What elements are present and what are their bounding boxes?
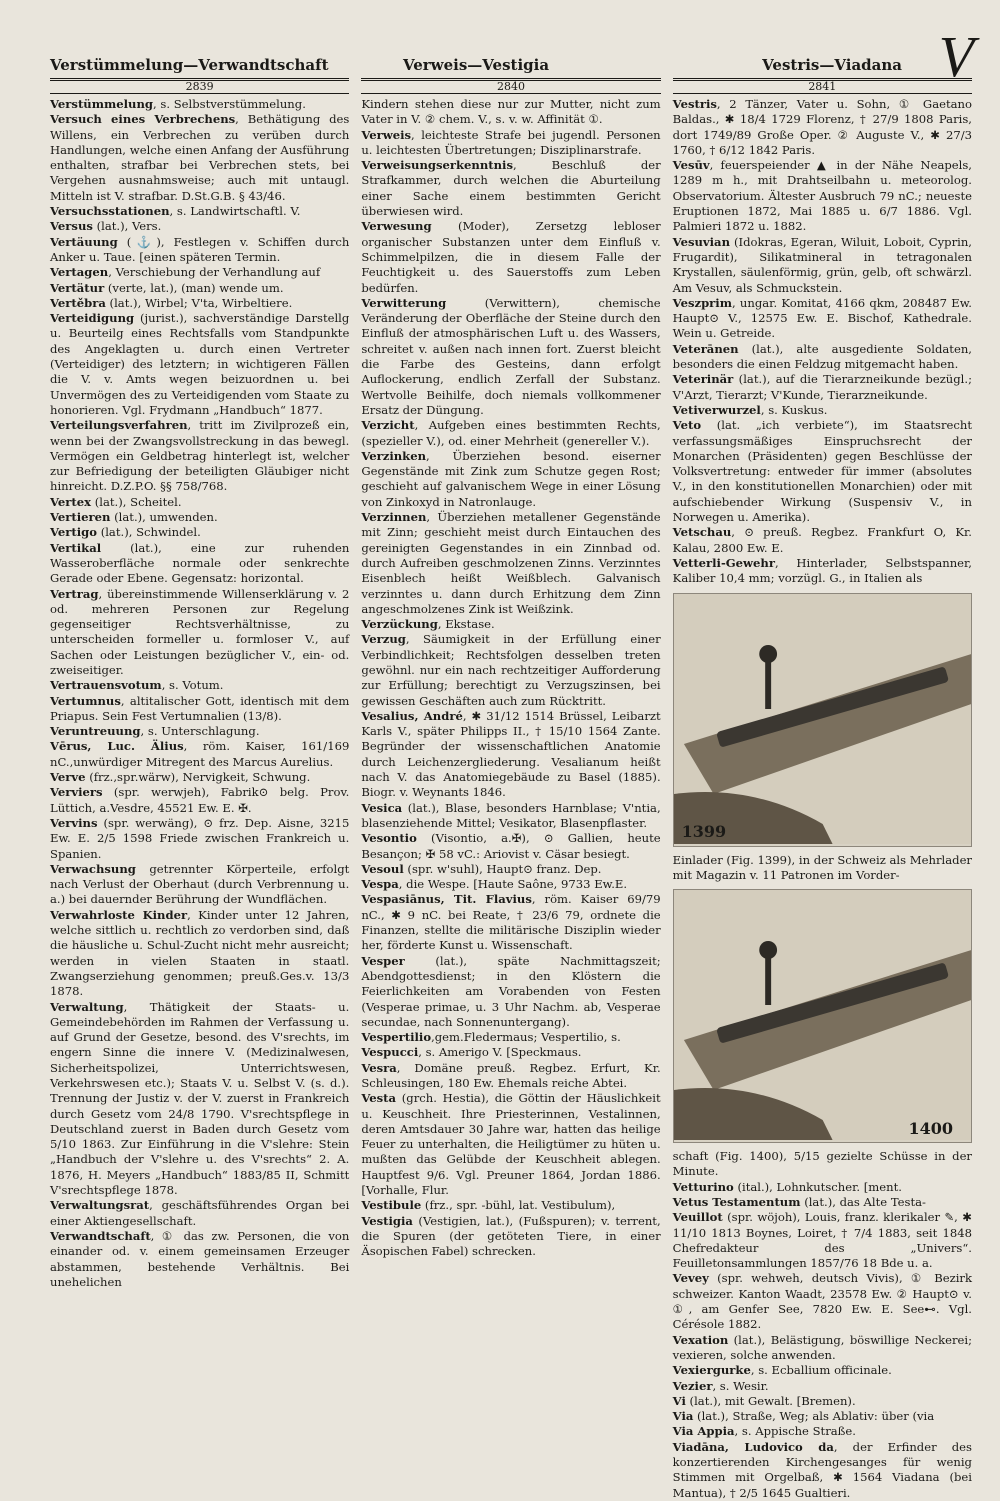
entry-text: (lat.), alte ausgediente Soldaten, besonders die einen Feldzug mitgemacht haben. (672, 341, 972, 372)
entry-lemma: Vertikal (50, 540, 102, 555)
dictionary-entry (361, 632, 660, 708)
entry-lemma: Verwesung (361, 219, 432, 234)
dictionary-entry (361, 510, 660, 617)
dictionary-entry (50, 204, 349, 219)
dictionary-entry (50, 418, 349, 494)
dictionary-entry (673, 556, 972, 587)
entry-lemma: Versuch eines Verbrechens (50, 112, 236, 127)
dictionary-entry (50, 587, 349, 679)
dictionary-entry (50, 541, 349, 587)
entry-lemma: Vesta (361, 1091, 397, 1106)
entry-lemma: Vetturino (672, 1179, 734, 1194)
dictionary-entry (50, 770, 349, 785)
entry-text: , Kinder unter 12 Jahren, welche sittlich u. rechtlich zo verdorben sind, daß die häusliche u. Schul-Zucht nicht mehr ausreicht; werden in vielen Staaten in staatl. Zwangserziehung genommen; preuß.Ges.v. 13/3 1878. (50, 907, 350, 999)
entry-text: (ital.), Lohnkutscher. [ment. (733, 1179, 902, 1194)
dictionary-entry (361, 1030, 660, 1045)
entry-text: (lat. „ich verbiete“), im Staatsrecht verfassungsmäßiges Einspruchsrecht der Monarchen (Präsidenten) gegen Beschlüsse der Volksvertretung: entweder für immer (absolutes V., in den konstitutionellen Monarchien) oder mit aufschiebender Wirkung (Suspensiv V., in Norwegen u. Amerika). (672, 418, 972, 525)
entry-text: , s. Votum. (161, 678, 224, 693)
dictionary-entry (50, 1198, 349, 1229)
entry-lemma: Verzinken (361, 448, 426, 463)
column-number: 2841 (673, 78, 972, 94)
entry-lemma: Vervins (50, 815, 98, 830)
figure-number: 1400 (908, 1118, 953, 1138)
dictionary-entry (361, 219, 660, 295)
entry-text: (lat.), auf die Tierarzneikunde bezügl.; V'Arzt, Tierarzt; V'Kunde, Tierarzneikunde. (672, 372, 972, 402)
dictionary-entry (361, 892, 660, 953)
entry-lemma: Versuchsstationen (50, 204, 170, 219)
entry-lemma: Verwachsung (50, 861, 136, 876)
dictionary-entry (361, 709, 660, 801)
entry-lemma: Vesica (361, 800, 403, 815)
dictionary-entry (50, 296, 349, 311)
entry-text: (lat.), späte Nachmittagszeit; Abendgottesdienst; in den Klöstern die Feierlichkeiten am Vorabenden von Festen (Vesperae primae, u. 3 Uhr Nachm. ab, Vesperae secundae, nach Sonnenuntergang). (361, 953, 661, 1029)
entry-lemma: Vestibule (361, 1198, 422, 1213)
dictionary-entry (673, 1271, 972, 1332)
dictionary-entry (50, 678, 349, 693)
dictionary-entry (361, 128, 660, 159)
dictionary-entry (673, 97, 972, 158)
entry-lemma: Veto (672, 418, 702, 433)
entry-text: , leichteste Strafe bei jugendl. Personen u. leichtesten Übertretungen; Disziplinarstrafe. (361, 127, 661, 157)
entry-lemma: Vertumnus (50, 693, 121, 708)
dictionary-entry (673, 342, 972, 373)
dictionary-entry (361, 801, 660, 832)
dictionary-entry (361, 1198, 660, 1213)
dictionary-entry (50, 1229, 349, 1290)
dictionary-entry (50, 908, 349, 1000)
entry-text: , Beschluß der Strafkammer, durch welchen die Aburteilung einer Sache einem bestimmten Gericht überwiesen wird. (361, 158, 661, 219)
entry-text: (lat.), das Alte Testa- (800, 1194, 926, 1209)
entry-lemma: Veterānen (672, 341, 739, 356)
entry-text: , ⊙ preuß. Regbez. Frankfurt O, Kr. Kalau, 2800 Ew. E. (672, 525, 972, 555)
entry-lemma: Via (672, 1409, 694, 1424)
column-number: 2840 (361, 78, 660, 94)
dictionary-entry (361, 449, 660, 510)
figure-1400 (673, 889, 972, 1143)
entry-text: , s. Unterschlagung. (140, 724, 260, 739)
entry-lemma: Verzinnen (361, 510, 427, 525)
dictionary-entry (50, 525, 349, 540)
dictionary-entry (361, 1045, 660, 1060)
entry-lemma: Vespa (361, 877, 399, 892)
entry-text: (spr. wehweh, deutsch Vivis), ① Bezirk schweizer. Kanton Waadt, 23578 Ew. ② Haupt⊙ v. ①, am Genfer See, 7820 Ew. E. See⊷. Vgl. Cérésole 1882. (672, 1271, 972, 1332)
entry-text: (Idokras, Egeran, Wiluit, Loboit, Cyprin, Frugardit), Silikatmineral in tetragonalen Krystallen, säulenförmig, grün, gelb, oft schwärzl. Am Vesuv, als Schmuckstein. (672, 234, 972, 295)
dictionary-entry (50, 739, 349, 770)
dictionary-entry (673, 1180, 972, 1195)
entry-lemma: Vesra (361, 1060, 397, 1075)
entry-text: , übereinstimmende Willenserklärung v. 2 od. mehreren Personen zur Regelung gegenseitiger Rechtsverhältnisse, zu unterscheiden formeller u. formloser V., auf Sachen oder Leistungen bezüglicher V., ein- od. zweiseitiger. (50, 586, 350, 677)
entry-text: , s. Amerigo V. [Speckmaus. (418, 1045, 582, 1060)
dictionary-entry (673, 235, 972, 296)
entry-text: , s. Landwirtschaftl. V. (169, 204, 301, 219)
entry-lemma: Vexiergurke (672, 1363, 751, 1378)
entry-text: (Visontio, a.✠), ⊙ Gallien, heute Besançon; ✠ 58 vC.: Ariovist v. Cäsar besiegt. (361, 831, 661, 861)
entry-lemma: Veterinär (672, 372, 734, 387)
section-letter: V (938, 24, 974, 89)
dictionary-entry (673, 1379, 972, 1394)
running-header (50, 56, 972, 74)
dictionary-entry (50, 816, 349, 862)
entry-lemma: Verteidigung (50, 311, 135, 326)
entry-text: (Moder), Zersetzg lebloser organischer Substanzen unter dem Einfluß v. Schimmelpilzen, die in diesem Falle der Feuchtigkeit u. des Sauerstoffs zum Leben bedürfen. (361, 219, 661, 295)
entry-text: (⚓), Festlegen v. Schiffen durch Anker u. Taue. [einen späteren Termin. (50, 234, 350, 264)
dictionary-entry (673, 1394, 972, 1409)
entry-lemma: Vesontio (361, 831, 417, 846)
dictionary-entry (361, 1214, 660, 1260)
dictionary-entry (50, 235, 349, 266)
entry-text: schaft (Fig. 1400), 5/15 gezielte Schüsse in der Minute. (672, 1149, 972, 1179)
entry-lemma: Verwaltung (50, 999, 124, 1014)
dictionary-entry (361, 158, 660, 219)
entry-lemma: Verwandtschaft (50, 1228, 151, 1243)
header-left: Verstümmelung—Verwandtschaft (50, 56, 329, 74)
dictionary-entry (361, 418, 660, 449)
entry-text: , tritt im Zivilprozeß ein, wenn bei der Zwangsvollstreckung in das bewegl. Vermögen ein Geldbetrag hinterlegt ist, welcher zur Befriedigung der beteiligten Gläubiger nicht hinreicht. D.Z.P.O. §§ 758/768. (50, 418, 350, 494)
entry-text: , Verschiebung der Verhandlung auf (108, 265, 321, 280)
dictionary-entry (673, 1440, 972, 1501)
entry-text: (lat.), mit Gewalt. [Bremen). (685, 1393, 856, 1408)
header-center: Verweis—Vestigia (402, 56, 550, 74)
entry-text: , geschäftsführendes Organ bei einer Aktiengesellschaft. (50, 1198, 350, 1228)
dictionary-entry (50, 281, 349, 296)
entry-text: (jurist.), sachverständige Darstellg u. Beurteilg eines Rechtsfalls vom Standpunkte des Angeklagten u. durch einen Vertreter (Verteidiger) des letztern; in wichtigeren Fällen die V. v. Amts wegen beizuordnen u. bei Unvermögen des zu Verteidigenden vom Staate zu honorieren. Vgl. Frydmann „Handbuch“ 1877. (50, 311, 350, 417)
entry-lemma: Vesuvian (672, 234, 731, 249)
entry-text: (frz.,spr.wärw), Nervigkeit, Schwung. (85, 770, 311, 785)
entry-lemma: Verzug (361, 632, 406, 647)
dictionary-entry (50, 495, 349, 510)
entry-text: (Verwittern), chemische Veränderung der Oberfläche der Steine durch den Einfluß der atmosphärischen Luft u. des Wassers, schreitet v. außen nach innen fort. Zuerst bleicht die Farbe des Gesteins, dann erfolgt Auflockerung, endlich Zerfall der Substanz. Wertvolle Beihilfe, doch niemals vollkommener Ersatz der Düngung. (361, 295, 661, 417)
entry-lemma: Vertätur (50, 280, 105, 295)
entry-text: , s. Selbstverstümmelung. (153, 97, 306, 111)
entry-text: , Bethätigung des Willens, ein Verbrechen zu verüben durch Handlungen, welche einen Anfang der Ausführung enthalten, strafbar bei Verbrechen stets, bei Vergehen ausnahmsweise; auch mit untaugl. Mitteln ist V. strafbar. D.St.G.B. § 43/46. (50, 112, 350, 203)
entry-text: , Hinterlader, Selbstspanner, Kaliber 10,4 mm; vorzügl. G., in Italien als (672, 555, 972, 586)
entry-text: , röm. Kaiser 69/79 nC., ✱ 9 nC. bei Reate, † 23/6 79, ordnete die Finanzen, stellte die militärische Disziplin wieder her, förderte Kunst u. Wissenschaft. (361, 892, 661, 953)
dictionary-entry (673, 1409, 972, 1424)
entry-text: Kindern stehen diese nur zur Mutter, nicht zum Vater in V. ② chem. V., s. v. w. Affinität ①. (361, 97, 661, 127)
dictionary-entry (50, 311, 349, 418)
column-number: 2839 (50, 78, 349, 94)
dictionary-entry (361, 97, 660, 128)
entry-lemma: Vespucci (361, 1045, 419, 1060)
dictionary-entry (361, 954, 660, 1030)
dictionary-entry (361, 862, 660, 877)
entry-lemma: Vertagen (50, 265, 109, 280)
dictionary-entry (50, 112, 349, 204)
figure-1399 (673, 593, 972, 847)
entry-text: , röm. Kaiser, 161/169 nC.,unwürdiger Mitregent des Marcus Aurelius. (50, 739, 350, 769)
entry-text: , Ekstase. (437, 617, 495, 632)
dictionary-entry (50, 219, 349, 234)
entry-text: , 2 Tänzer, Vater u. Sohn, ① Gaetano Baldas., ✱ 18/4 1729 Florenz, † 27/9 1808 Paris, dort 1749/89 Große Oper. ② Auguste V., ✱ 27/3 1760, † 6/12 1842 Paris. (672, 97, 972, 157)
dictionary-entry (673, 1195, 972, 1210)
entry-text: (verte, lat.), (man) wende um. (104, 280, 284, 295)
dictionary-entry (50, 265, 349, 280)
entry-lemma: Verve (50, 770, 86, 785)
entry-lemma: Verwitterung (361, 295, 447, 310)
entry-lemma: Verweis (361, 127, 412, 142)
entry-lemma: Verstümmelung (50, 97, 154, 111)
entry-text: (lat.), Vers. (92, 219, 162, 234)
entry-lemma: Vertigo (50, 525, 98, 540)
entry-text: getrennter Körperteile, erfolgt nach Verlust der Oberhaut (durch Verbrennung u. a.) bei dauernder Berührung der Wundflächen. (50, 861, 350, 907)
entry-text: (lat.), Wirbel; V'ta, Wirbeltiere. (105, 295, 293, 310)
dictionary-entry (361, 617, 660, 632)
dictionary-entry (361, 1091, 660, 1198)
dictionary-entry (673, 853, 972, 884)
columns (50, 78, 972, 1501)
entry-text: (lat.), Schwindel. (97, 525, 201, 540)
dictionary-entry (361, 831, 660, 862)
dictionary-entry (361, 1061, 660, 1092)
figure-number: 1399 (681, 822, 727, 842)
dictionary-entry (361, 296, 660, 418)
entry-text: (spr. werwjeh), Fabrik⊙ belg. Prov. Lüttich, a.Vesdre, 45521 Ew. E. ✠. (50, 785, 350, 815)
entry-text: , Domäne preuß. Regbez. Erfurt, Kr. Schleusingen, 180 Ew. Ehemals reiche Abtei. (361, 1060, 661, 1090)
entry-text: , s. Appische Straße. (734, 1424, 856, 1439)
entry-text: , ① das zw. Personen, die von einander od. v. einem gemeinsamen Erzeuger abstammen, bestehende Verhältnis. Bei unehelichen (50, 1228, 350, 1289)
dictionary-entry (50, 724, 349, 739)
entry-text: ,gem.Fledermaus; Vespertilio, s. (431, 1030, 621, 1045)
entry-lemma: Vetus Testamentum (672, 1194, 801, 1209)
entry-text: (lat.), Blase, besonders Harnblase; V'ntia, blasenziehende Mittel; Vesikator, Blasenpflaster. (361, 800, 661, 830)
entry-lemma: Versus (50, 219, 93, 234)
entry-lemma: Veruntreuung (50, 724, 141, 739)
entry-lemma: Vetiverwurzel (672, 402, 761, 417)
entry-lemma: Veuillot (672, 1210, 723, 1225)
entry-lemma: Vespasiānus, Tit. Flavius (361, 892, 532, 907)
entry-text: , Überziehen besond. eiserner Gegenstände mit Zink zum Schutze gegen Rost; geschieht auf galvanischem Wege in einer Lösung von Zinkoxyd in Natronlauge. (361, 448, 661, 509)
dictionary-entry (673, 296, 972, 342)
entry-text: (lat.), umwenden. (110, 510, 218, 525)
entry-lemma: Vezier (672, 1378, 713, 1393)
entry-text: , s. Wesir. (712, 1378, 769, 1393)
entry-lemma: Vertieren (50, 510, 111, 525)
entry-lemma: Vesūv (672, 158, 710, 173)
entry-text: (spr. w'suhl), Haupt⊙ franz. Dep. (403, 861, 602, 876)
entry-text: , ungar. Komitat, 4166 qkm, 208487 Ew. Haupt⊙ V., 12575 Ew. E. Bischof, Kathedrale. Wein u. Getreide. (672, 295, 972, 341)
entry-lemma: Verwaltungsrat (50, 1198, 150, 1213)
dictionary-entry (673, 403, 972, 418)
entry-text: (lat.), eine zur ruhenden Wasseroberfläche normale oder senkrechte Gerade oder Ebene. Gegensatz: horizontal. (50, 540, 350, 586)
entry-text: , die Wespe. [Haute Saône, 9733 Ew.E. (398, 877, 628, 892)
entry-text: , feuerspeiender ▲ in der Nähe Neapels, 1289 m h., mit Drahtseilbahn u. meteorolog. Observatorium. Ältester Ausbruch 79 nC.; neueste Eruptionen 1872, Mai 1885 u. 6/7 1886. Vgl. Palmieri 1872 u. 1882. (672, 158, 972, 234)
entry-text: , Aufgeben eines bestimmten Rechts, (spezieller V.), od. einer Mehrheit (genereller V.). (361, 418, 661, 448)
entry-lemma: Verwahrloste Kinder (50, 907, 188, 922)
entry-lemma: Vi (672, 1393, 686, 1408)
entry-text: Einlader (Fig. 1399), in der Schweiz als Mehrlader mit Magazin v. 11 Patronen im Vorder- (672, 852, 972, 882)
entry-text: (Vestigien, lat.), (Fußspuren); v. terrent, die Spuren (der getöteten Tiere, in einer Äsopischen Fabel) schrecken. (361, 1213, 661, 1259)
entry-lemma: Vespertilio (361, 1030, 432, 1045)
entry-text: , der Erfinder des konzertierenden Kirchengesanges für wenig Stimmen mit Orgelbaß, ✱ 1564 Viadana (bei Mantua), † 2/5 1645 Gualtieri. (672, 1439, 972, 1500)
entry-text: , s. Ecballium officinale. (750, 1363, 892, 1378)
entry-text: , Überziehen metallener Gegenstände mit Zinn; geschieht meist durch Eintauchen des gereinigten Gegenstandes in ein Zinnbad od. durch Aufreiben geschmolzenen Zinns. Verzinntes Eisenblech heißt Weißblech. Galvanisch verzinntes u. dann durch Erhitzung dem Zinn angeschmolzenes Zink ist Weißzink. (361, 510, 661, 616)
dictionary-entry (673, 525, 972, 556)
entry-text: , s. Kuskus. (760, 402, 828, 417)
entry-text: , ✱ 31/12 1514 Brüssel, Leibarzt Karls V., später Philipps II., † 15/10 1564 Zante. Begründer der wissenschaftlichen Anatomie durch Leichenzergliederung. Vesalianum heißt nach V. das Anatomiegebäude zu Basel (1885). Biogr. v. Weynants 1846. (361, 708, 661, 800)
header-right: Vestris—Viadana (762, 56, 902, 74)
entry-lemma: Viadāna, Ludovico da (672, 1439, 834, 1454)
dictionary-entry (50, 785, 349, 816)
entry-text: (frz., spr. -bühl, lat. Vestibulum), (421, 1198, 616, 1213)
column-2840 (361, 78, 660, 1501)
entry-text: (grch. Hestia), die Göttin der Häuslichkeit u. Keuschheit. Ihre Priesterinnen, Vestalinnen, deren Amtsdauer 30 Jahre war, hatten das heilige Feuer zu unterhalten, die Heiligtümer zu hüten u. mußten das Gelübde der Keuschheit ablegen. Hauptfest 9/6. Vgl. Preuner 1864, Jordan 1886. [Vorhalle, Flur. (361, 1091, 661, 1198)
dictionary-entry (673, 1210, 972, 1271)
entry-lemma: Vexation (672, 1332, 729, 1347)
entry-lemma: Vertěbra (50, 295, 106, 310)
entry-lemma: Vertex (50, 494, 92, 509)
entry-lemma: Vetschau (672, 525, 732, 540)
dictionary-entry (673, 1424, 972, 1439)
entry-lemma: Verweisungserkenntnis (361, 158, 513, 173)
entry-lemma: Verzicht (361, 418, 415, 433)
dictionary-entry (50, 97, 349, 112)
entry-lemma: Verteilungsverfahren (50, 418, 188, 433)
entry-lemma: Vevey (672, 1271, 709, 1286)
entry-lemma: Verviers (50, 785, 103, 800)
entry-lemma: Vesper (361, 953, 405, 968)
dictionary-entry (673, 418, 972, 525)
entry-lemma: Vertrag (50, 586, 99, 601)
entry-lemma: Via Appia (672, 1424, 735, 1439)
dictionary-entry (673, 372, 972, 403)
entry-lemma: Vertrauensvotum (50, 678, 162, 693)
entry-text: (lat.), Scheitel. (91, 494, 182, 509)
dictionary-entry (50, 510, 349, 525)
dictionary-entry (673, 1149, 972, 1180)
dictionary-entry (673, 158, 972, 234)
entry-text: , Säumigkeit in der Erfüllung einer Verbindlichkeit; Rechtsfolgen desselben treten gewöhnl. nur ein nach rechtzeitiger Aufforderung zur Erfüllung; berechtigt zu Verzugszinsen, bei gewissen Geschäften auch zum Rücktritt. (361, 632, 661, 708)
dictionary-entry (50, 862, 349, 908)
dictionary-entry (361, 877, 660, 892)
entry-text: (spr. werwäng), ⊙ frz. Dep. Aisne, 3215 Ew. E. 2/5 1598 Friede zwischen Frankreich u. Spanien. (50, 815, 350, 861)
entry-lemma: Vetterli-Gewehr (672, 555, 775, 570)
entry-lemma: Verzückung (361, 617, 438, 632)
entry-lemma: Vestigia (361, 1213, 413, 1228)
column-2841 (673, 78, 972, 1501)
entry-lemma: Veszprim (672, 295, 732, 310)
dictionary-entry (50, 694, 349, 725)
entry-text: (lat.), Belästigung, böswillige Neckerei; vexieren, solche anwenden. (672, 1332, 972, 1362)
dictionary-entry (673, 1363, 972, 1378)
entry-text: (spr. wöjoh), Louis, franz. klerikaler ✎, ✱ 11/10 1813 Boynes, Loiret, † 7/4 1883, seit 1848 Chefredakteur des „Univers“. Feuilletonsammlungen 1857/76 18 Bde u. a. (672, 1210, 972, 1271)
dictionary-entry (673, 1333, 972, 1364)
entry-lemma: Vērus, Luc. Älius (50, 739, 184, 754)
entry-lemma: Vertäuung (50, 234, 118, 249)
entry-lemma: Vesalius, André (361, 708, 463, 723)
dictionary-entry (50, 1000, 349, 1199)
entry-text: , Thätigkeit der Staats- u. Gemeindebehörden im Rahmen der Verfassung u. auf Grund der Gesetze, besond. des V'srechts, im engern Sinne die innere V. (Medizinalwesen, Sicherheitspolizei, Unterrichtswesen, Verkehrswesen etc.); Staats V. u. Selbst V. (s. d.). Trennung der Justiz v. der V. zuerst in Frankreich durch Gesetz vom 24/8 1790. V'srechtspflege in Deutschland zuerst in Baden durch Gesetz vom 5/10 1863. Zur Einführung in die V'slehre: Stein „Handbuch der V'slehre u. des V'srechts“ 2. A. 1876, H. Meyers „Handbuch“ 1883/85 II, Schmitt V'srechtspflege 1878. (50, 999, 350, 1198)
entry-lemma: Vestris (672, 97, 717, 111)
column-2839 (50, 78, 349, 1501)
entry-lemma: Vesoul (361, 861, 404, 876)
entry-text: , altitalischer Gott, identisch mit dem Priapus. Sein Fest Vertumnalien (13/8). (50, 693, 350, 723)
entry-text: (lat.), Straße, Weg; als Ablativ: über (via (693, 1409, 935, 1424)
